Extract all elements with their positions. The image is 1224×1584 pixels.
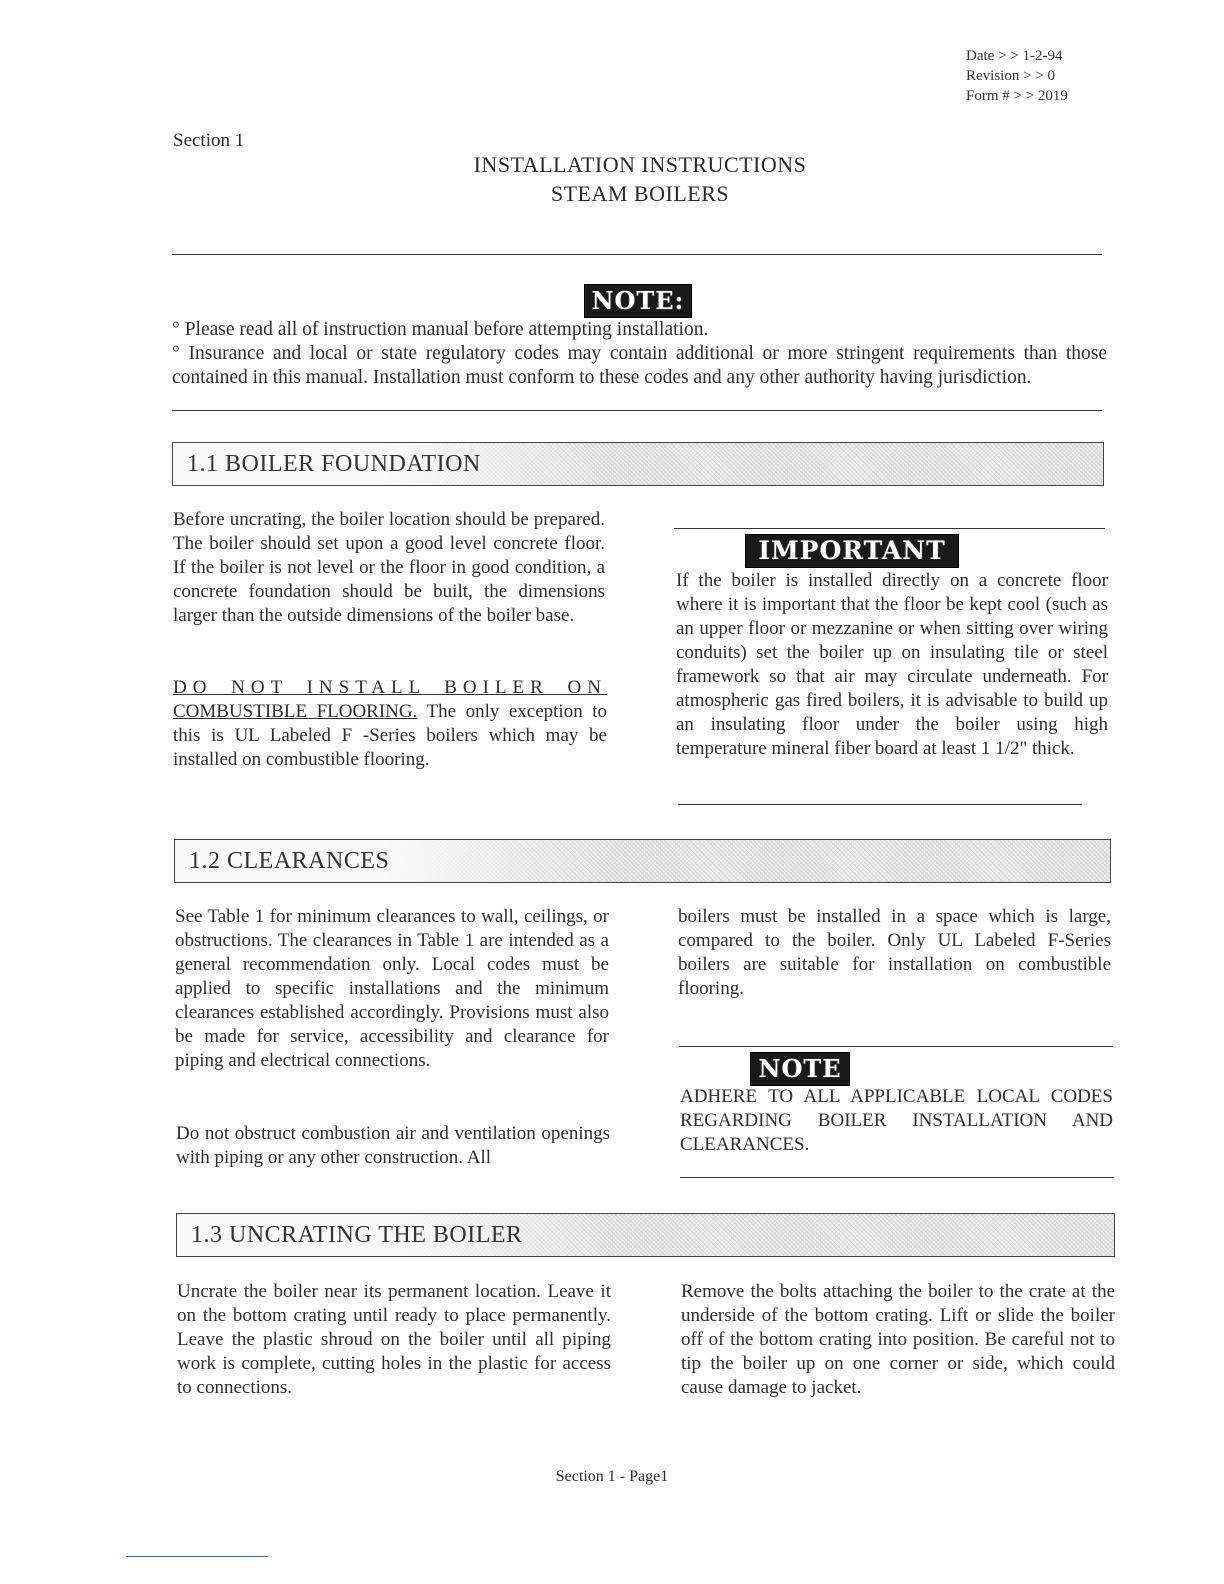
note-bullet-1-text: Please read all of instruction manual before attempting installation. — [184, 319, 709, 340]
note-badge: NOTE — [750, 1052, 850, 1086]
clearances-right-paragraph: boilers must be installed in a space which is large, compared to the boiler. Only UL Labeled F-Series boilers are suitable for installation on combustible flooring. — [678, 906, 1111, 999]
title-line-1: INSTALLATION INSTRUCTIONS — [473, 152, 807, 177]
title-line-2: STEAM BOILERS — [550, 181, 730, 206]
note-badge: NOTE: — [584, 284, 692, 318]
bullet-icon: ° — [172, 343, 180, 364]
bullet-icon: ° — [172, 319, 180, 340]
note-text: ADHERE TO ALL APPLICABLE LOCAL CODES REGARDING BOILER INSTALLATION AND CLEARANCES. — [680, 1086, 1113, 1155]
divider — [674, 528, 1105, 529]
divider — [678, 804, 1082, 805]
obstruction-paragraph: Do not obstruct combustion air and ventilation openings with piping or any other construction. All — [176, 1123, 610, 1168]
meta-form-number: Form # > > 2019 — [966, 88, 1068, 104]
section-heading-bar — [176, 1213, 1115, 1257]
section-label: Section 1 — [173, 130, 245, 151]
section-heading: 1.2 CLEARANCES — [189, 848, 390, 874]
meta-date: Date > > 1-2-94 — [966, 48, 1063, 64]
warning-continuation — [173, 700, 607, 772]
note-bullet-2 — [172, 342, 1107, 390]
section-heading: 1.1 BOILER FOUNDATION — [187, 451, 481, 477]
section-heading: 1.3 UNCRATING THE BOILER — [191, 1222, 523, 1248]
divider — [172, 254, 1102, 255]
uncrating-left-paragraph: Uncrate the boiler near its permanent location. Leave it on the bottom crating until ready to place permanently. Leave the plastic shroud on the boiler until all piping work is complete, cutting holes in the plastic for access to connections. — [177, 1281, 611, 1398]
note-bullet-1 — [172, 318, 1107, 342]
divider — [172, 410, 1102, 411]
meta-revision: Revision > > 0 — [966, 68, 1056, 84]
top-note-body — [172, 318, 1107, 390]
warning-rest: The only exception to this is UL Labeled F -Series boilers which may be installed on combustible flooring. — [173, 701, 607, 770]
important-badge: IMPORTANT — [745, 534, 959, 568]
uncrating-right-paragraph: Remove the bolts attaching the boiler to the crate at the underside of the bottom crating. Lift or slide the boiler off of the bottom crating into position. Be careful not to tip the boiler up on one corner or side, which could cause damage to jacket. — [681, 1281, 1115, 1398]
clearances-paragraph: See Table 1 for minimum clearances to wall, ceilings, or obstructions. The clearances in Table 1 are intended as a general recommendation only. Local codes must be applied to specific installations and the minimum clearances established accordingly. Provisions must also be made for service, accessibility and clearance for piping and electrical connections. — [175, 906, 609, 1071]
scan-artifact-line — [126, 1556, 268, 1557]
page-footer: Section 1 - Page1 — [555, 1468, 669, 1485]
section-heading-bar — [172, 442, 1104, 486]
warning-line-2: COMBUSTIBLE FLOORING. — [173, 701, 418, 722]
note-bullet-2-text: Insurance and local or state regulatory codes may contain additional or more stringent requirements than those contained in this manual. Installation must conform to these codes and any other authority having jurisdiction. — [172, 343, 1108, 388]
foundation-warning — [173, 676, 607, 772]
divider — [679, 1046, 1113, 1047]
important-text: If the boiler is installed directly on a concrete floor where it is important that the floor be kept cool (such as an upper floor or mezzanine or when sitting over wiring conduits) set the boiler up on insulating tile or steel framework so that air may circulate underneath. For atmospheric gas fired boilers, it is advisable to build up an insulating floor under the boiler using high temperature mineral fiber board at least 1 1/2" thick. — [676, 570, 1108, 759]
document-meta — [966, 46, 1068, 106]
section-heading-bar — [174, 839, 1111, 883]
divider — [680, 1177, 1114, 1178]
warning-line-1: DO NOT INSTALL BOILER ON — [173, 677, 607, 698]
foundation-paragraph: Before uncrating, the boiler location should be prepared. The boiler should set upon a good level concrete floor. If the boiler is not level or the floor in good condition, a concrete foundation should be built, the dimensions larger than the outside dimensions of the boiler base. — [173, 509, 605, 626]
